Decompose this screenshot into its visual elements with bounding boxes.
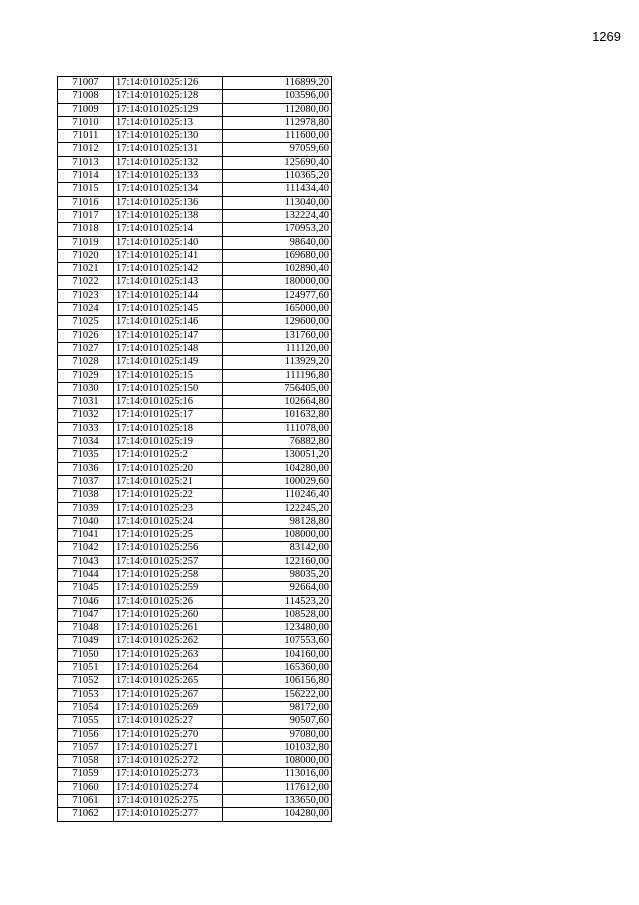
table-row [58, 781, 332, 794]
table-row [58, 582, 332, 595]
table-row [58, 662, 332, 675]
cadastral-number-cell: 17:14:0101025:24 [114, 515, 223, 528]
cadastral-number-cell: 17:14:0101025:14 [114, 223, 223, 236]
row-number-cell: 71054 [58, 701, 114, 714]
table-row [58, 116, 332, 129]
cadastral-value-cell: 83142,00 [223, 542, 332, 555]
table-row [58, 529, 332, 542]
cadastral-value-cell: 124977,60 [223, 289, 332, 302]
cadastral-value-cell: 104160,00 [223, 648, 332, 661]
table-row [58, 263, 332, 276]
row-number-cell: 71041 [58, 529, 114, 542]
cadastral-number-cell: 17:14:0101025:27 [114, 715, 223, 728]
row-number-cell: 71036 [58, 462, 114, 475]
cadastral-value-cell: 102890,40 [223, 263, 332, 276]
table-body [58, 77, 332, 822]
row-number-cell: 71051 [58, 662, 114, 675]
table-row [58, 103, 332, 116]
row-number-cell: 71061 [58, 795, 114, 808]
cadastral-value-cell: 106156,80 [223, 675, 332, 688]
row-number-cell: 71011 [58, 130, 114, 143]
cadastral-value-cell: 92664,00 [223, 582, 332, 595]
cadastral-number-cell: 17:14:0101025:269 [114, 701, 223, 714]
table-row [58, 409, 332, 422]
table-row [58, 502, 332, 515]
row-number-cell: 71030 [58, 382, 114, 395]
table-row [58, 715, 332, 728]
cadastral-number-cell: 17:14:0101025:15 [114, 369, 223, 382]
table-row [58, 808, 332, 821]
row-number-cell: 71023 [58, 289, 114, 302]
cadastral-number-cell: 17:14:0101025:259 [114, 582, 223, 595]
row-number-cell: 71021 [58, 263, 114, 276]
cadastral-number-cell: 17:14:0101025:260 [114, 608, 223, 621]
table-row [58, 303, 332, 316]
table-row [58, 475, 332, 488]
row-number-cell: 71018 [58, 223, 114, 236]
cadastral-value-cell: 111196,80 [223, 369, 332, 382]
row-number-cell: 71040 [58, 515, 114, 528]
cadastral-number-cell: 17:14:0101025:147 [114, 329, 223, 342]
table-row [58, 688, 332, 701]
row-number-cell: 71024 [58, 303, 114, 316]
cadastral-number-cell: 17:14:0101025:149 [114, 356, 223, 369]
table-row [58, 635, 332, 648]
table-row [58, 795, 332, 808]
cadastral-value-cell: 90507,60 [223, 715, 332, 728]
row-number-cell: 71037 [58, 475, 114, 488]
row-number-cell: 71034 [58, 436, 114, 449]
cadastral-value-cell: 756405,00 [223, 382, 332, 395]
row-number-cell: 71035 [58, 449, 114, 462]
row-number-cell: 71017 [58, 209, 114, 222]
cadastral-value-cell: 169680,00 [223, 249, 332, 262]
table-row [58, 675, 332, 688]
cadastral-number-cell: 17:14:0101025:140 [114, 236, 223, 249]
row-number-cell: 71022 [58, 276, 114, 289]
cadastral-value-cell: 111434,40 [223, 183, 332, 196]
row-number-cell: 71016 [58, 196, 114, 209]
table-row [58, 209, 332, 222]
table-row [58, 648, 332, 661]
cadastral-value-cell: 110246,40 [223, 489, 332, 502]
cadastral-value-cell: 104280,00 [223, 462, 332, 475]
table-row [58, 755, 332, 768]
cadastral-number-cell: 17:14:0101025:274 [114, 781, 223, 794]
row-number-cell: 71028 [58, 356, 114, 369]
cadastral-number-cell: 17:14:0101025:133 [114, 170, 223, 183]
cadastral-number-cell: 17:14:0101025:22 [114, 489, 223, 502]
row-number-cell: 71020 [58, 249, 114, 262]
cadastral-value-cell: 131760,00 [223, 329, 332, 342]
table-row [58, 356, 332, 369]
row-number-cell: 71045 [58, 582, 114, 595]
table-row [58, 183, 332, 196]
cadastral-number-cell: 17:14:0101025:275 [114, 795, 223, 808]
cadastral-value-cell: 117612,00 [223, 781, 332, 794]
cadastral-value-cell: 112080,00 [223, 103, 332, 116]
row-number-cell: 71008 [58, 90, 114, 103]
cadastral-value-cell: 130051,20 [223, 449, 332, 462]
table-row [58, 329, 332, 342]
cadastral-value-cell: 98128,80 [223, 515, 332, 528]
cadastral-number-cell: 17:14:0101025:134 [114, 183, 223, 196]
table-row [58, 236, 332, 249]
cadastral-value-cell: 122160,00 [223, 555, 332, 568]
table-row [58, 396, 332, 409]
cadastral-value-cell: 133650,00 [223, 795, 332, 808]
cadastral-number-cell: 17:14:0101025:138 [114, 209, 223, 222]
cadastral-number-cell: 17:14:0101025:142 [114, 263, 223, 276]
cadastral-number-cell: 17:14:0101025:18 [114, 422, 223, 435]
cadastral-value-cell: 156222,00 [223, 688, 332, 701]
cadastral-number-cell: 17:14:0101025:145 [114, 303, 223, 316]
table-row [58, 77, 332, 90]
row-number-cell: 71015 [58, 183, 114, 196]
table-row [58, 701, 332, 714]
cadastral-number-cell: 17:14:0101025:256 [114, 542, 223, 555]
row-number-cell: 71029 [58, 369, 114, 382]
row-number-cell: 71038 [58, 489, 114, 502]
row-number-cell: 71047 [58, 608, 114, 621]
table-row [58, 542, 332, 555]
cadastral-value-cell: 108000,00 [223, 755, 332, 768]
row-number-cell: 71057 [58, 741, 114, 754]
cadastral-value-cell: 108528,00 [223, 608, 332, 621]
cadastral-number-cell: 17:14:0101025:143 [114, 276, 223, 289]
table-row [58, 436, 332, 449]
cadastral-number-cell: 17:14:0101025:20 [114, 462, 223, 475]
cadastral-number-cell: 17:14:0101025:264 [114, 662, 223, 675]
cadastral-value-cell: 100029,60 [223, 475, 332, 488]
row-number-cell: 71055 [58, 715, 114, 728]
table-row [58, 289, 332, 302]
cadastral-number-cell: 17:14:0101025:126 [114, 77, 223, 90]
cadastral-value-cell: 112978,80 [223, 116, 332, 129]
row-number-cell: 71049 [58, 635, 114, 648]
cadastral-value-cell: 101032,80 [223, 741, 332, 754]
cadastral-number-cell: 17:14:0101025:272 [114, 755, 223, 768]
cadastral-number-cell: 17:14:0101025:19 [114, 436, 223, 449]
cadastral-value-cell: 97080,00 [223, 728, 332, 741]
cadastral-number-cell: 17:14:0101025:2 [114, 449, 223, 462]
page-number: 1269 [592, 29, 621, 44]
row-number-cell: 71053 [58, 688, 114, 701]
cadastral-value-cell: 165360,00 [223, 662, 332, 675]
row-number-cell: 71010 [58, 116, 114, 129]
cadastral-number-cell: 17:14:0101025:21 [114, 475, 223, 488]
table-row [58, 515, 332, 528]
cadastral-number-cell: 17:14:0101025:273 [114, 768, 223, 781]
cadastral-value-cell: 107553,60 [223, 635, 332, 648]
cadastral-value-cell: 165000,00 [223, 303, 332, 316]
cadastral-value-cell: 104280,00 [223, 808, 332, 821]
table-row [58, 422, 332, 435]
table-row [58, 156, 332, 169]
cadastral-number-cell: 17:14:0101025:25 [114, 529, 223, 542]
table-row [58, 196, 332, 209]
cadastral-value-table [57, 76, 332, 822]
cadastral-value-cell: 101632,80 [223, 409, 332, 422]
row-number-cell: 71039 [58, 502, 114, 515]
row-number-cell: 71007 [58, 77, 114, 90]
cadastral-value-cell: 108000,00 [223, 529, 332, 542]
table-row [58, 449, 332, 462]
cadastral-number-cell: 17:14:0101025:150 [114, 382, 223, 395]
row-number-cell: 71031 [58, 396, 114, 409]
row-number-cell: 71046 [58, 595, 114, 608]
cadastral-number-cell: 17:14:0101025:270 [114, 728, 223, 741]
row-number-cell: 71044 [58, 568, 114, 581]
row-number-cell: 71043 [58, 555, 114, 568]
cadastral-number-cell: 17:14:0101025:277 [114, 808, 223, 821]
cadastral-value-cell: 113016,00 [223, 768, 332, 781]
table-row [58, 768, 332, 781]
cadastral-value-cell: 123480,00 [223, 622, 332, 635]
table-row [58, 608, 332, 621]
cadastral-number-cell: 17:14:0101025:148 [114, 342, 223, 355]
table-row [58, 555, 332, 568]
cadastral-number-cell: 17:14:0101025:261 [114, 622, 223, 635]
cadastral-value-cell: 113929,20 [223, 356, 332, 369]
row-number-cell: 71052 [58, 675, 114, 688]
cadastral-value-cell: 111120,00 [223, 342, 332, 355]
table-row [58, 568, 332, 581]
cadastral-value-cell: 98035,20 [223, 568, 332, 581]
cadastral-value-cell: 122245,20 [223, 502, 332, 515]
table-row [58, 170, 332, 183]
row-number-cell: 71060 [58, 781, 114, 794]
cadastral-number-cell: 17:14:0101025:262 [114, 635, 223, 648]
cadastral-value-cell: 116899,20 [223, 77, 332, 90]
row-number-cell: 71032 [58, 409, 114, 422]
cadastral-value-cell: 111078,00 [223, 422, 332, 435]
cadastral-number-cell: 17:14:0101025:146 [114, 316, 223, 329]
cadastral-number-cell: 17:14:0101025:23 [114, 502, 223, 515]
row-number-cell: 71026 [58, 329, 114, 342]
table-row [58, 130, 332, 143]
cadastral-value-cell: 125690,40 [223, 156, 332, 169]
cadastral-value-cell: 180000,00 [223, 276, 332, 289]
cadastral-number-cell: 17:14:0101025:258 [114, 568, 223, 581]
table-row [58, 90, 332, 103]
table-row [58, 223, 332, 236]
row-number-cell: 71048 [58, 622, 114, 635]
cadastral-number-cell: 17:14:0101025:141 [114, 249, 223, 262]
cadastral-number-cell: 17:14:0101025:128 [114, 90, 223, 103]
cadastral-number-cell: 17:14:0101025:26 [114, 595, 223, 608]
table-row [58, 489, 332, 502]
row-number-cell: 71050 [58, 648, 114, 661]
cadastral-value-cell: 98172,00 [223, 701, 332, 714]
table-row [58, 316, 332, 329]
table-row [58, 143, 332, 156]
cadastral-number-cell: 17:14:0101025:136 [114, 196, 223, 209]
cadastral-value-cell: 114523,20 [223, 595, 332, 608]
table-row [58, 342, 332, 355]
cadastral-number-cell: 17:14:0101025:267 [114, 688, 223, 701]
row-number-cell: 71062 [58, 808, 114, 821]
row-number-cell: 71033 [58, 422, 114, 435]
cadastral-number-cell: 17:14:0101025:263 [114, 648, 223, 661]
table-row [58, 622, 332, 635]
cadastral-number-cell: 17:14:0101025:16 [114, 396, 223, 409]
row-number-cell: 71058 [58, 755, 114, 768]
row-number-cell: 71014 [58, 170, 114, 183]
table-row [58, 382, 332, 395]
row-number-cell: 71019 [58, 236, 114, 249]
table-row [58, 595, 332, 608]
cadastral-number-cell: 17:14:0101025:131 [114, 143, 223, 156]
cadastral-value-cell: 132224,40 [223, 209, 332, 222]
table-row [58, 741, 332, 754]
cadastral-value-cell: 103596,00 [223, 90, 332, 103]
cadastral-value-cell: 113040,00 [223, 196, 332, 209]
row-number-cell: 71025 [58, 316, 114, 329]
cadastral-number-cell: 17:14:0101025:257 [114, 555, 223, 568]
row-number-cell: 71009 [58, 103, 114, 116]
row-number-cell: 71013 [58, 156, 114, 169]
cadastral-number-cell: 17:14:0101025:13 [114, 116, 223, 129]
cadastral-value-cell: 102664,80 [223, 396, 332, 409]
cadastral-value-cell: 76882,80 [223, 436, 332, 449]
row-number-cell: 71056 [58, 728, 114, 741]
cadastral-value-cell: 111600,00 [223, 130, 332, 143]
row-number-cell: 71059 [58, 768, 114, 781]
cadastral-number-cell: 17:14:0101025:132 [114, 156, 223, 169]
table-row [58, 276, 332, 289]
table-row [58, 249, 332, 262]
table-row [58, 462, 332, 475]
row-number-cell: 71027 [58, 342, 114, 355]
cadastral-value-cell: 97059,60 [223, 143, 332, 156]
cadastral-number-cell: 17:14:0101025:144 [114, 289, 223, 302]
cadastral-number-cell: 17:14:0101025:129 [114, 103, 223, 116]
row-number-cell: 71012 [58, 143, 114, 156]
table-row [58, 369, 332, 382]
cadastral-value-cell: 129600,00 [223, 316, 332, 329]
cadastral-number-cell: 17:14:0101025:130 [114, 130, 223, 143]
cadastral-value-cell: 98640,00 [223, 236, 332, 249]
cadastral-number-cell: 17:14:0101025:17 [114, 409, 223, 422]
row-number-cell: 71042 [58, 542, 114, 555]
table-row [58, 728, 332, 741]
cadastral-value-cell: 110365,20 [223, 170, 332, 183]
cadastral-number-cell: 17:14:0101025:265 [114, 675, 223, 688]
cadastral-value-cell: 170953,20 [223, 223, 332, 236]
cadastral-number-cell: 17:14:0101025:271 [114, 741, 223, 754]
